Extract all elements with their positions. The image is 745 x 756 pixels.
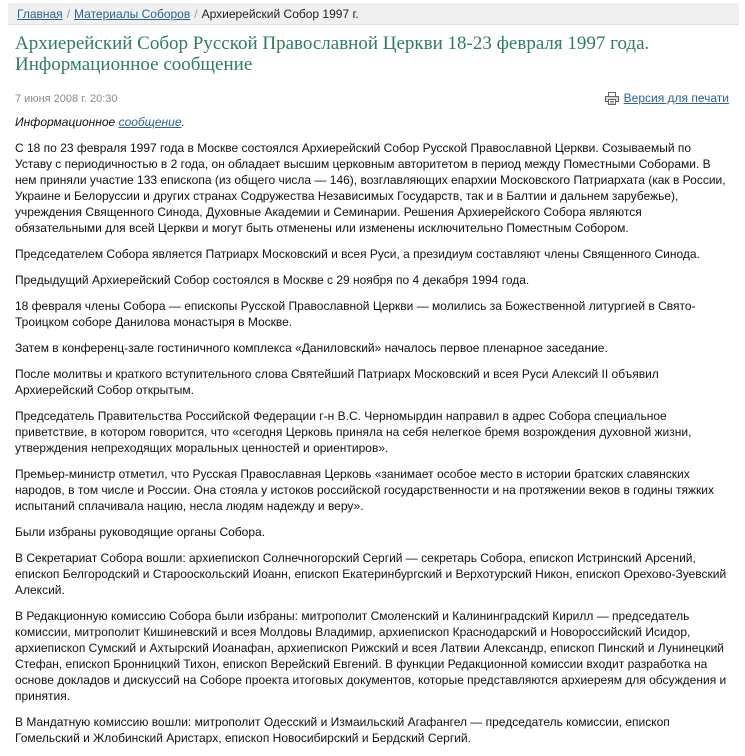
print-version-label[interactable]: Версия для печати — [623, 91, 729, 105]
article-paragraph: Предыдущий Архиерейский Собор состоялся в Москве с 29 ноября по 4 декабря 1994 года. — [15, 273, 530, 287]
printer-icon — [605, 92, 619, 105]
article-paragraph: В Редакционную комиссию Собора были избраны: митрополит Смоленский и Калининградский Кирилл — председатель комиссии, митрополит Кишиневский и всея Молдовы Владимир, архиепископ Краснодарский и Новороссийский Исидор, архиепископ Сумский и Ахтырский Иоанафан, архиепископ Рижский и всея Латвии Александр, епископ Пинский и Лунинецкий Стефан, епископ Бронницкий Тихон, епископ Верейский Евгений. В функции Редакционной комиссии входит разработка на основе докладов и дискуссий на Соборе проекта итоговых документов, которые представляются архиереям для обсуждения и принятия. — [15, 609, 727, 703]
article-lead — [15, 115, 185, 129]
breadcrumb-separator: / — [194, 7, 198, 21]
article-paragraph: После молитвы и краткого вступительного слова Святейший Патриарх Московский и всея Руси Алексий II объявил Архиерейский Собор открытым. — [15, 367, 659, 397]
page-title: Архиерейский Собор Русской Православной Церкви 18-23 февраля 1997 года. Информационное сообщение — [15, 33, 650, 75]
article-paragraph: 18 февраля члены Собора — епископы Русской Православной Церкви — молились за Божественной литургией в Свято-Троицком соборе Данилова монастыря в Москве. — [15, 299, 696, 329]
breadcrumb — [8, 3, 739, 25]
article-paragraph: В Секретариат Собора вошли: архиепископ Солнечногорский Сергий — секретарь Собора, епископ Истринский Арсений, епископ Белгородский и Старооскольский Иоанн, епископ Екатеринбургский и Верхотурский Никон, епископ Орехово-Зуевский Алексий. — [15, 551, 727, 597]
breadcrumb-link-home[interactable]: Главная — [17, 7, 63, 21]
article-paragraph: Были избраны руководящие органы Собора. — [15, 525, 266, 539]
article-paragraph: Затем в конференц-зале гостиничного комплекса «Даниловский» началось первое пленарное заседание. — [15, 341, 608, 355]
article-body — [15, 140, 730, 756]
lead-suffix: . — [181, 115, 185, 129]
article-paragraph: Председателем Собора является Патриарх Московский и всея Руси, а президиум составляют члены Священного Синода. — [15, 247, 700, 261]
article-paragraph: В Мандатную комиссию вошли: митрополит Одесский и Измаильский Агафангел — председатель комиссии, епископ Гомельский и Жлобинский Аристарх, епископ Новосибирский и Бердский Сергий. — [15, 715, 670, 745]
breadcrumb-current: Архиерейский Собор 1997 г. — [201, 7, 359, 21]
print-version-link[interactable] — [605, 91, 729, 105]
article-paragraph: С 18 по 23 февраля 1997 года в Москве состоялся Архиерейский Собор Русской Православной Церкви. Созываемый по Уставу с периодичностью в 2 года, он обладает высшим церковным авторитетом в период между Поместными Соборами. В нем приняли участие 133 епископа (из общего числа — 146), возглавляющих епархии Московского Патриархата (как в России, Украине и Белоруссии и других странах Содружества Независимых Государств, так и в Балтии и дальнем зарубежье), учреждения Священного Синода, Духовные Академии и Семинарии. Решения Архиерейского Собора являются обязательными для всей Церкви и могут быть отменены или изменены исключительно Поместным Собором. — [15, 141, 726, 235]
lead-link[interactable]: сообщение — [118, 115, 182, 129]
breadcrumb-link-council-materials[interactable]: Материалы Соборов — [74, 7, 191, 21]
breadcrumb-separator: / — [66, 7, 71, 21]
article-paragraph: Председатель Правительства Российской Федерации г-н В.С. Черномырдин направил в адрес Собора специальное приветствие, в котором говорится, что «сегодня Церковь приняла на себя нелегкое бремя возрождения духовной жизни, утверждения непреходящих моральных ценностей и ориентиров». — [15, 409, 692, 455]
article-paragraph: Премьер-министр отметил, что Русская Православная Церковь «занимает особое место в истории братских славянских народов, в том числе и России. Она стояла у истоков российской государственности и на протяжении веков в годины тяжких испытаний сплачивала нацию, несла людям надежду и веру». — [15, 467, 714, 513]
lead-prefix: Информационное — [15, 115, 119, 129]
publish-date: 7 июня 2008 г. 20:30 — [15, 93, 118, 105]
